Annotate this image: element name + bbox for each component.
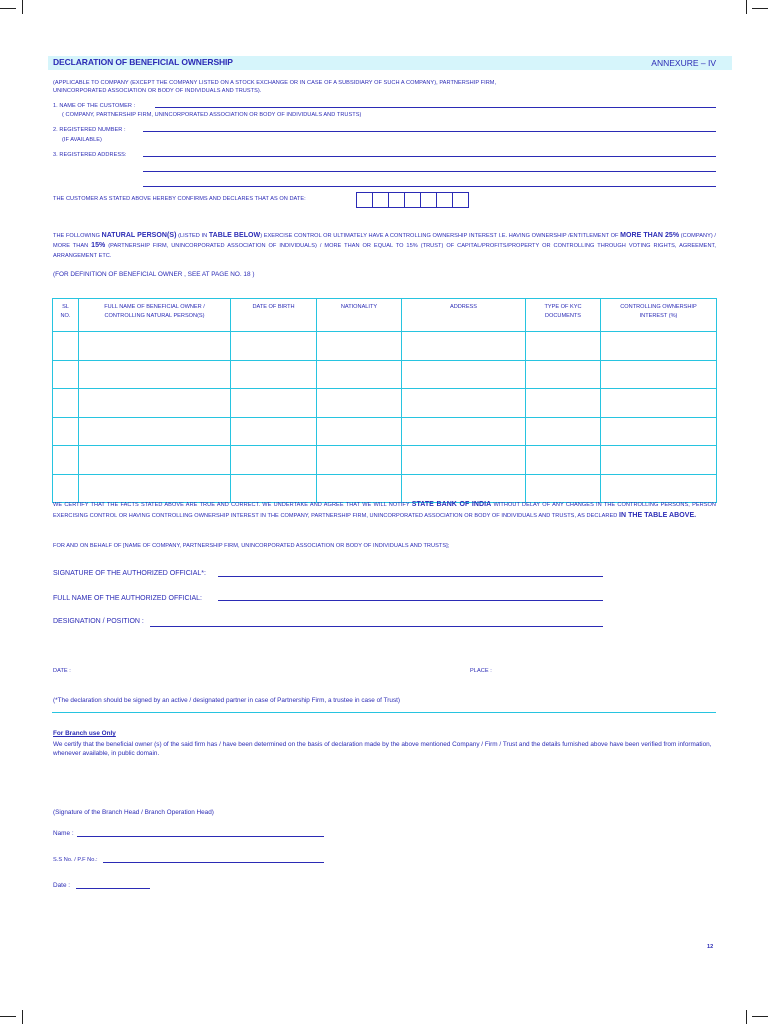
- signature-field[interactable]: [218, 576, 603, 577]
- crop-mark: [752, 1016, 768, 1017]
- text-span: WITHOUT DELAY OF ANY CHANGES IN THE CONTROLLING PERSONS, PERSON EXERCISING CONTROL OR HAVING CONTROLLING OWNERSHIP INTEREST IN THE COMPANY, PARTNERSHIP FIRM, UNINCORPORATED ASSOCIATION OR BODY OF INDIVIDUALS AND TRUSTS, AS DECLARED: [53, 502, 717, 519]
- date-box[interactable]: [436, 192, 453, 208]
- table-cell[interactable]: [317, 360, 402, 389]
- table-cell[interactable]: [402, 474, 526, 503]
- table-row: [53, 360, 717, 389]
- date-box[interactable]: [372, 192, 389, 208]
- date-box[interactable]: [404, 192, 421, 208]
- ss-pf-field[interactable]: [103, 862, 324, 863]
- text-span: (COMPANY) / MORE THAN: [53, 233, 717, 249]
- registered-address-field[interactable]: [143, 156, 716, 157]
- branch-date-field[interactable]: [76, 888, 150, 889]
- table-row: [53, 474, 717, 503]
- col-header: TYPE OF KYC DOCUMENTS: [526, 299, 601, 332]
- date-box[interactable]: [388, 192, 405, 208]
- table-header-row: [53, 299, 717, 332]
- table-cell[interactable]: [402, 360, 526, 389]
- on-behalf-text: FOR AND ON BEHALF OF [NAME OF COMPANY, PARTNERSHIP FIRM, UNINCORPORATED ASSOCIATION OR BODY OF INDIVIDUALS AND TRUSTS];: [53, 543, 450, 549]
- confirm-text: THE CUSTOMER AS STATED ABOVE HEREBY CONFIRMS AND DECLARES THAT AS ON DATE:: [53, 196, 306, 202]
- customer-name-sublabel: ( COMPANY, PARTNERSHIP FIRM, UNINCORPORATED ASSOCIATION OR BODY OF INDIVIDUALS AND TRUSTS): [62, 112, 362, 118]
- definition-note: (FOR DEFINITION OF BENEFICIAL OWNER , SEE AT PAGE NO. 18 ): [53, 271, 255, 278]
- table-cell[interactable]: [79, 389, 231, 418]
- table-cell[interactable]: [53, 417, 79, 446]
- date-box[interactable]: [420, 192, 437, 208]
- table-cell[interactable]: [53, 389, 79, 418]
- table-cell[interactable]: [601, 360, 717, 389]
- text-span: (LISTED IN: [176, 233, 209, 239]
- table-cell[interactable]: [402, 332, 526, 361]
- text-span: (PARTNERSHIP FIRM, UNINCORPORATED ASSOCIATION OF INDIVIDUALS) / MORE THAN OR EQUAL TO 15% (TRUST) OF CAPITAL/PROFITS/PROPERTY OR CONTROLLING THROUGH VOTING RIGHTS, AGREEMENT, ARRANGEMENT ETC.: [53, 243, 716, 259]
- text-span-bold: STATE BANK OF INDIA: [411, 501, 492, 508]
- table-cell[interactable]: [79, 332, 231, 361]
- text-span-bold: IN THE TABLE ABOVE.: [619, 511, 697, 519]
- branch-date-label: Date :: [53, 882, 71, 889]
- place-label: PLACE :: [470, 668, 492, 674]
- table-cell[interactable]: [53, 474, 79, 503]
- full-name-label: FULL NAME OF THE AUTHORIZED OFFICIAL:: [53, 595, 202, 602]
- crop-mark: [22, 0, 23, 14]
- table-cell[interactable]: [402, 446, 526, 475]
- registered-address-label: 3. REGISTERED ADDRESS:: [53, 152, 127, 158]
- table-cell[interactable]: [53, 446, 79, 475]
- branch-use-title: For Branch use Only: [53, 730, 116, 737]
- designation-field[interactable]: [150, 626, 603, 627]
- page-title: DECLARATION OF BENEFICIAL OWNERSHIP: [53, 57, 233, 67]
- col-header: SL NO.: [53, 299, 79, 332]
- table-row: [53, 446, 717, 475]
- declaration-footnote: (*The declaration should be signed by an active / designated partner in case of Partnership Firm, a trustee in case of Trust): [53, 697, 401, 704]
- text-span-bold: 15%: [91, 242, 106, 249]
- col-header: NATIONALITY: [317, 299, 402, 332]
- branch-name-field[interactable]: [77, 836, 324, 837]
- text-span: ) EXERCISE CONTROL OR ULTIMATELY HAVE A CONTROLLING OWNERSHIP INTEREST I.E. HAVING OWNERSHIP /ENTITLEMENT OF: [260, 233, 621, 239]
- annexure-label: ANNEXURE – IV: [651, 58, 716, 68]
- table-cell[interactable]: [317, 389, 402, 418]
- table-row: [53, 332, 717, 361]
- table-cell[interactable]: [317, 474, 402, 503]
- table-cell[interactable]: [231, 446, 317, 475]
- page-number: 12: [707, 944, 714, 950]
- ownership-statement: [53, 231, 716, 261]
- table-row: [53, 389, 717, 418]
- col-header: CONTROLLING OWNERSHIP INTEREST (%): [601, 299, 717, 332]
- full-name-field[interactable]: [218, 600, 603, 601]
- designation-label: DESIGNATION / POSITION :: [53, 618, 144, 625]
- table-cell[interactable]: [231, 417, 317, 446]
- divider: [52, 712, 716, 713]
- branch-name-label: Name :: [53, 830, 74, 837]
- table-cell[interactable]: [79, 417, 231, 446]
- table-cell[interactable]: [402, 417, 526, 446]
- crop-mark: [22, 1010, 23, 1024]
- registered-number-field[interactable]: [143, 131, 716, 132]
- table-cell[interactable]: [79, 360, 231, 389]
- table-cell[interactable]: [601, 389, 717, 418]
- table-cell[interactable]: [317, 332, 402, 361]
- table-cell[interactable]: [317, 417, 402, 446]
- crop-mark: [752, 8, 768, 9]
- col-header: DATE OF BIRTH: [231, 299, 317, 332]
- table-cell[interactable]: [601, 332, 717, 361]
- date-boxes[interactable]: [357, 192, 469, 208]
- registered-address-field[interactable]: [143, 186, 716, 187]
- table-cell[interactable]: [601, 474, 717, 503]
- branch-signature-label: (Signature of the Branch Head / Branch Operation Head): [53, 809, 214, 816]
- crop-mark: [0, 8, 16, 9]
- certification-text: [53, 500, 716, 521]
- header-band: [48, 56, 732, 70]
- ss-pf-label: S.S No. / P.F No.:: [53, 857, 98, 863]
- table-cell[interactable]: [231, 474, 317, 503]
- registered-number-sublabel: (IF AVAILABLE): [62, 137, 102, 143]
- table-cell[interactable]: [601, 417, 717, 446]
- date-box[interactable]: [452, 192, 469, 208]
- beneficial-owner-table: [52, 298, 717, 503]
- col-header: ADDRESS: [402, 299, 526, 332]
- table-row: [53, 417, 717, 446]
- table-cell[interactable]: [231, 360, 317, 389]
- registered-number-label: 2. REGISTERED NUMBER :: [53, 127, 126, 133]
- table-cell[interactable]: [53, 360, 79, 389]
- text-span-bold: NATURAL PERSON(S): [101, 232, 177, 239]
- text-span-bold: MORE THAN 25%: [620, 232, 680, 239]
- registered-address-field[interactable]: [143, 171, 716, 172]
- table-cell[interactable]: [526, 446, 601, 475]
- text-span: WE CERTIFY THAT THE FACTS STATED ABOVE ARE TRUE AND CORRECT. WE UNDERTAKE AND AGREE THAT WE WILL NOTIFY: [53, 502, 412, 508]
- table-cell[interactable]: [526, 360, 601, 389]
- table-cell[interactable]: [317, 446, 402, 475]
- table-cell[interactable]: [526, 332, 601, 361]
- customer-name-field[interactable]: [155, 107, 716, 108]
- date-label: DATE :: [53, 668, 71, 674]
- crop-mark: [0, 1016, 16, 1017]
- text-span: THE FOLLOWING: [53, 233, 102, 239]
- table-cell[interactable]: [231, 389, 317, 418]
- signature-label: SIGNATURE OF THE AUTHORIZED OFFICIAL*:: [53, 570, 206, 577]
- table-cell[interactable]: [231, 332, 317, 361]
- table-cell[interactable]: [53, 332, 79, 361]
- table-cell[interactable]: [601, 446, 717, 475]
- table-cell[interactable]: [526, 389, 601, 418]
- table-cell[interactable]: [402, 389, 526, 418]
- text-span-bold: TABLE BELOW: [208, 232, 261, 239]
- table-cell[interactable]: [526, 417, 601, 446]
- crop-mark: [746, 1010, 747, 1024]
- applicability-note: (APPLICABLE TO COMPANY (EXCEPT THE COMPANY LISTED ON A STOCK EXCHANGE OR IN CASE OF A SUBSIDIARY OF SUCH A COMPANY), PARTNERSHIP FIRM, UNINCORPORATED ASSOCIATION OR BODY OF INDIVIDUALS AND TRUSTS).: [53, 80, 497, 94]
- customer-name-label: 1. NAME OF THE CUSTOMER :: [53, 103, 136, 109]
- col-header: FULL NAME OF BENEFICIAL OWNER / CONTROLLING NATURAL PERSON(S): [79, 299, 231, 332]
- table-cell[interactable]: [79, 446, 231, 475]
- date-box[interactable]: [356, 192, 373, 208]
- table-cell[interactable]: [526, 474, 601, 503]
- branch-certify-text: We certify that the beneficial owner (s) of the said firm has / have been determined on the basis of declaration made by the above mentioned Company / Firm / Trust and the details furnished above have been verified from information, whenever available, in public domain.: [53, 741, 712, 757]
- crop-mark: [746, 0, 747, 14]
- table-cell[interactable]: [79, 474, 231, 503]
